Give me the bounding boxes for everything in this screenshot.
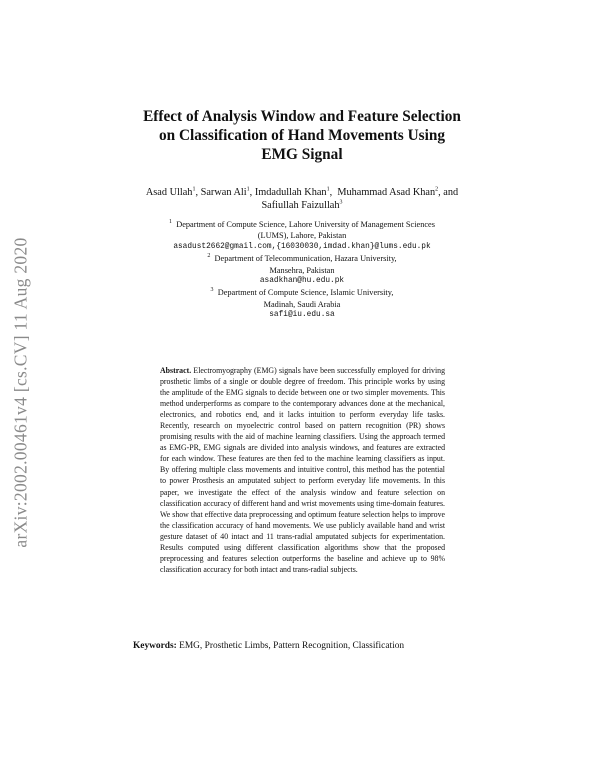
affiliation-3-line-1 bbox=[118, 287, 486, 298]
title-line-2: on Classification of Hand Movements Using bbox=[159, 127, 445, 144]
paper-title bbox=[118, 107, 486, 164]
keywords bbox=[133, 640, 473, 652]
author-name: Imdadullah Khan bbox=[254, 187, 327, 198]
author-list bbox=[118, 186, 486, 212]
title-line-1: Effect of Analysis Window and Feature Selection bbox=[143, 108, 461, 125]
author-name: Muhammad Asad Khan bbox=[337, 187, 436, 198]
author-name: Safiullah Faizullah bbox=[261, 200, 340, 211]
author-conjunction: and bbox=[443, 187, 459, 198]
keywords-heading: Keywords: bbox=[133, 641, 177, 651]
author-line-2 bbox=[118, 199, 486, 212]
author-name: Sarwan Ali bbox=[200, 187, 247, 198]
affiliation-1-email: asadust2662@gmail.com,{16030030,imdad.khan}@lums.edu.pk bbox=[173, 242, 431, 251]
affiliation-2-line-1 bbox=[118, 253, 486, 264]
affiliation-3-email: safi@iu.edu.sa bbox=[269, 311, 335, 320]
abstract-heading: Abstract. bbox=[160, 366, 192, 375]
affiliation-2-line-2: Mansehra, Pakistan bbox=[269, 265, 335, 275]
author-affiliation-mark: 1 bbox=[326, 186, 330, 193]
author-affiliation-mark: 1 bbox=[192, 186, 196, 193]
affiliation-mark: 3 bbox=[210, 287, 214, 294]
abstract-body: Electromyography (EMG) signals have been successfully employed for driving prosthetic limbs of a single or double degree of freedom. This principle works by using the amplitude of the EMG signals to decide between one or two simpler movements. This method underperforms as compare to the contemporary advances done at the mechanical, electronics, and robotics end, and it lacks intuition to perform everyday life tasks. Recently, research on myoelectric control based on pattern recognition (PR) shows promising results with the aid of machine learning classifiers. Using the approach termed as EMG-PR, EMG signals are divided into analysis windows, and features are extracted for each window. These features are then fed to the machine learning classifiers as input. By offering multiple class movements and intuitive control, this method has the potential to power Prosthesis an amputated subject to perform everyday life movements. In this paper, we investigate the effect of the analysis window and feature selection on classification accuracy of different hand and wrist movements using time-domain features. We show that effective data preprocessing and optimum feature selection helps to improve the classification accuracy of hand movements. We use publicly available hand and wrist gesture dataset of 40 intact and 11 trans-radial amputated subjects for experimentation. Results computed using different classification algorithms show that the proposed preprocessing and features selection outperforms the baseline and achieve up to 98% classification accuracy for both intact and trans-radial subjects. bbox=[160, 366, 445, 574]
affiliation-mark: 2 bbox=[207, 253, 211, 260]
arxiv-identifier bbox=[6, 205, 36, 580]
affiliation-3-line-2: Madinah, Saudi Arabia bbox=[263, 299, 341, 309]
affiliation-text: Department of Telecommunication, Hazara University, bbox=[214, 254, 397, 264]
author-name: Asad Ullah bbox=[145, 187, 193, 198]
affiliations bbox=[118, 219, 486, 322]
keywords-text: EMG, Prosthetic Limbs, Pattern Recognition, Classification bbox=[179, 641, 405, 651]
author-line-1: Asad Ullah$^1$, Sarwan Ali$^1$, Imdadullah Khan$^1$, Muhammad Asad Khan$^2$, and bbox=[145, 186, 459, 198]
author-affiliation-mark: 1 bbox=[246, 186, 250, 193]
affiliation-text: Department of Compute Science, Lahore University of Management Sciences bbox=[176, 220, 435, 229]
title-line-3: EMG Signal bbox=[261, 146, 343, 163]
affiliation-mark: 1 bbox=[169, 219, 173, 226]
affiliation-1-line-1 bbox=[118, 219, 486, 230]
abstract bbox=[160, 365, 445, 575]
author-affiliation-mark: 3 bbox=[339, 199, 343, 206]
affiliation-2-email: asadkhan@hu.edu.pk bbox=[259, 277, 345, 286]
affiliation-1-line-2: (LUMS), Lahore, Pakistan bbox=[257, 231, 347, 241]
arxiv-identifier-text: arXiv:2002.00461v4 [cs.CV] 11 Aug 2020 bbox=[10, 237, 31, 548]
affiliation-text: Department of Compute Science, Islamic University, bbox=[217, 288, 394, 298]
author-affiliation-mark: 2 bbox=[435, 186, 439, 193]
